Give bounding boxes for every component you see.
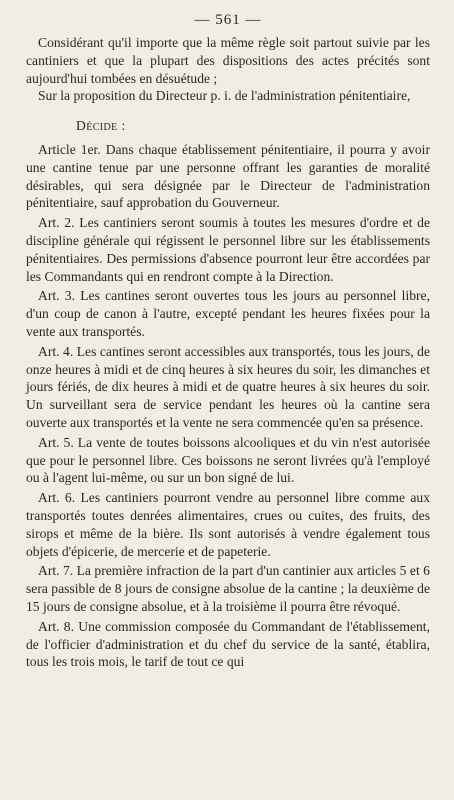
article-6-text: Les cantiniers pourront vendre au personnel libre comme aux transportés toutes denrées alimentaires, crues ou cuites, des fruits, des sirops et même de la bière. Ils sont autorisés à vendre également tous objets d'épicerie, de mercerie et de papeterie. bbox=[26, 490, 430, 559]
article-4-text: Les cantines seront accessibles aux transportés, tous les jours, de onze heures à midi et de cinq heures à six heures du soir, les dimanches et jours fériés, de dix heures à midi et de quatre heures à six heures du soir. Un surveillant sera de service pendant les heures où la cantine sera ouverte aux transportés et la vente ne sera commencée qu'en sa présence. bbox=[26, 343, 430, 430]
article-5 bbox=[26, 434, 430, 487]
article-7-label: Art. 7. bbox=[38, 563, 74, 579]
page-number: — 561 — bbox=[194, 12, 262, 28]
article-1-text: Dans chaque établissement pénitentiaire, il pourra y avoir une cantine tenue par une personne offrant les garanties de moralité désirables, qui sera désignée par le Directeur de l'administration pénitentiaire, sauf approbation du Gouverneur. bbox=[26, 141, 430, 211]
article-7-text: La première infraction de la part d'un cantinier aux articles 5 et 6 sera passible de 8 jours de consigne absolue de la cantine ; la deuxième de 15 jours de consigne absolue, et à la troisième il pourra être révoqué. bbox=[26, 563, 430, 614]
article-5-label: Art. 5. bbox=[38, 434, 74, 450]
article-4-label: Art. 4. bbox=[38, 343, 74, 359]
article-1-label: Article 1er. bbox=[38, 141, 101, 157]
article-2 bbox=[26, 214, 430, 285]
article-4 bbox=[26, 343, 430, 432]
intro-paragraph-considerant: Considérant qu'il importe que la même règle soit partout suivie par les cantiniers et que la plupart des dispositions des actes précités sont aujourd'hui tombées en désuétude ; bbox=[26, 35, 430, 86]
article-2-label: Art. 2. bbox=[38, 215, 75, 231]
article-3-label: Art. 3. bbox=[38, 288, 75, 304]
article-7 bbox=[26, 562, 430, 615]
article-5-text: La vente de toutes boissons alcooliques et du vin n'est autorisée que pour le personnel libre. Ces boissons ne seront livrées qu'à l'employé ou à l'agent lui-même, ou sur un bon signé de lui. bbox=[26, 434, 430, 486]
article-6 bbox=[26, 489, 430, 560]
article-2-text: Les cantiniers seront soumis à toutes les mesures d'ordre et de discipline générale qui régissent le personnel libre sur les établissements pénitentiaires. Des permissions d'absence pourront leur être accordées par les Commandants qui en rendront compte à la Direction. bbox=[26, 215, 430, 284]
decide-heading: Décide : bbox=[76, 118, 126, 134]
article-6-label: Art. 6. bbox=[38, 490, 76, 506]
article-8-label: Art. 8. bbox=[38, 618, 74, 634]
article-8-text: Une commission composée du Commandant de l'établissement, de l'officier d'administration et du chef du service de la santé, établira, tous les trois mois, le tarif de tout ce qui bbox=[26, 618, 430, 670]
article-3 bbox=[26, 287, 430, 340]
intro-paragraph-proposition: Sur la proposition du Directeur p. i. de l'administration pénitentiaire, bbox=[38, 88, 411, 104]
article-3-text: Les cantines seront ouvertes tous les jours au personnel libre, d'un coup de canon à l'autre, excepté pendant les heures fixées pour la vente aux transportés. bbox=[26, 288, 430, 339]
article-1 bbox=[26, 141, 430, 212]
article-8 bbox=[26, 618, 430, 671]
